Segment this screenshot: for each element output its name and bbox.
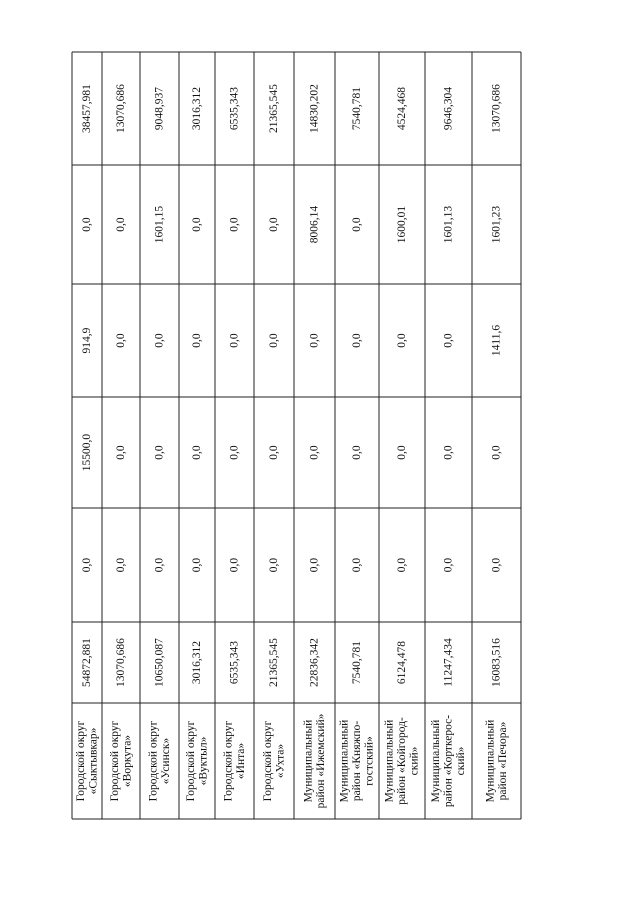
table-cell: 6535,343	[228, 640, 241, 685]
table-cell: 1601,15	[153, 205, 166, 244]
row-name-line: Муниципальный	[383, 719, 396, 803]
row-name-line: Городской округ	[222, 720, 235, 802]
table-cell: 0,0	[268, 445, 280, 460]
table-cell: 14830,202	[308, 84, 321, 133]
table-cell: 8006,14	[308, 205, 321, 244]
table-cell: 1601,23	[490, 205, 503, 244]
table-cell: 0,0	[228, 333, 241, 348]
table-cell: 22836,342	[308, 638, 321, 687]
table-cell: 9048,937	[153, 86, 166, 131]
table-cell: 0,0	[351, 557, 363, 573]
table-cell: 0,0	[228, 445, 241, 460]
table-cell: 0,0	[153, 445, 166, 460]
table-cell: 3016,312	[191, 86, 203, 131]
table-cell: 0,0	[268, 557, 280, 573]
row-name-line: «Вуктыл»	[197, 736, 210, 786]
table-cell: 914,9	[81, 327, 93, 354]
table-cell: 0,0	[115, 333, 127, 348]
table-cell: 0,0	[153, 333, 166, 348]
row-name-line: Городской округ	[74, 720, 87, 802]
table-cell: 38457,981	[81, 84, 93, 133]
table-cell: 4524,468	[396, 86, 408, 131]
row-name-line: Муниципальный	[430, 719, 442, 803]
table-cell: 0,0	[490, 445, 503, 460]
table-cell: 0,0	[228, 557, 241, 573]
table-cell: 54872,881	[81, 638, 93, 687]
row-name-line: Муниципальный	[484, 719, 497, 803]
table-cell: 0,0	[191, 557, 203, 573]
table-cell: 1411,6	[490, 324, 503, 357]
table-cell: 0,0	[351, 445, 363, 460]
table-cell: 0,0	[351, 217, 363, 232]
table-cell: 0,0	[153, 557, 166, 573]
row-name-line: Городской округ	[261, 720, 274, 802]
table-cell: 21365,545	[268, 84, 280, 133]
table-cell: 0,0	[442, 445, 455, 460]
row-name-line: «Сыктывкар»	[87, 727, 100, 795]
table-cell: 13070,686	[490, 84, 503, 133]
row-name-line: Муниципальный	[302, 719, 315, 803]
row-name-line: ский»	[408, 746, 421, 776]
table-cell: 13070,686	[115, 84, 127, 133]
table-cell: 1600,01	[396, 205, 408, 244]
table-cell: 0,0	[268, 217, 280, 232]
row-name-line: Городской округ	[147, 720, 160, 802]
table-cell: 0,0	[490, 557, 503, 573]
row-name-line: «Ухта»	[274, 743, 287, 779]
row-name-line: «Воркута»	[121, 734, 134, 788]
row-name-line: ский»	[455, 746, 467, 776]
table-cell: 0,0	[351, 333, 363, 348]
row-name-line: Городской округ	[184, 720, 197, 802]
table-cell: 0,0	[81, 557, 93, 573]
table-cell: 9646,304	[442, 86, 455, 131]
row-name-line: Муниципальный	[338, 719, 351, 803]
row-name-line: гостский»	[363, 736, 376, 786]
row-name-line: район «Ижемский»	[314, 713, 327, 809]
row-name-line: район «Печора»	[496, 721, 509, 801]
table-cell: 0,0	[308, 445, 321, 460]
table-cell: 13070,686	[115, 638, 127, 687]
table-cell: 0,0	[308, 557, 321, 573]
table-cell: 15500,0	[81, 433, 93, 472]
table-cell: 10650,087	[153, 638, 166, 687]
row-name-line: «Усинск»	[159, 737, 172, 785]
row-name-line: «Инта»	[234, 742, 247, 780]
row-name-line: Городской округ	[108, 720, 121, 802]
row-name-line: район «Княжпо-	[351, 720, 363, 802]
table-cell: 0,0	[442, 557, 455, 573]
table-cell: 0,0	[115, 217, 127, 232]
table-cell: 0,0	[268, 333, 280, 348]
table-cell: 7540,781	[351, 640, 363, 685]
table-cell: 11247,434	[442, 638, 455, 687]
table-cell: 0,0	[396, 557, 408, 573]
table-cell: 0,0	[228, 217, 241, 232]
table-cell: 0,0	[308, 333, 321, 348]
table-cell: 16083,516	[490, 638, 503, 687]
table-cell: 0,0	[442, 333, 455, 348]
table-cell: 0,0	[81, 217, 93, 232]
table-cell: 1601,13	[442, 205, 455, 244]
table-cell: 21365,545	[268, 638, 280, 687]
row-name-line: район «Корткерос-	[442, 714, 455, 808]
table-cell: 3016,312	[191, 640, 203, 685]
table-cell: 0,0	[115, 557, 127, 573]
table-cell: 6535,343	[228, 86, 241, 131]
table-cell: 0,0	[396, 445, 408, 460]
table-cell: 0,0	[396, 333, 408, 348]
table-cell: 0,0	[191, 333, 203, 348]
table-cell: 0,0	[115, 445, 127, 460]
table-cell: 7540,781	[351, 86, 363, 131]
row-name-line: район «Койгород-	[396, 717, 408, 805]
table-cell: 6124,478	[396, 640, 408, 685]
table-cell: 0,0	[191, 445, 203, 460]
table-cell: 0,0	[191, 217, 203, 232]
